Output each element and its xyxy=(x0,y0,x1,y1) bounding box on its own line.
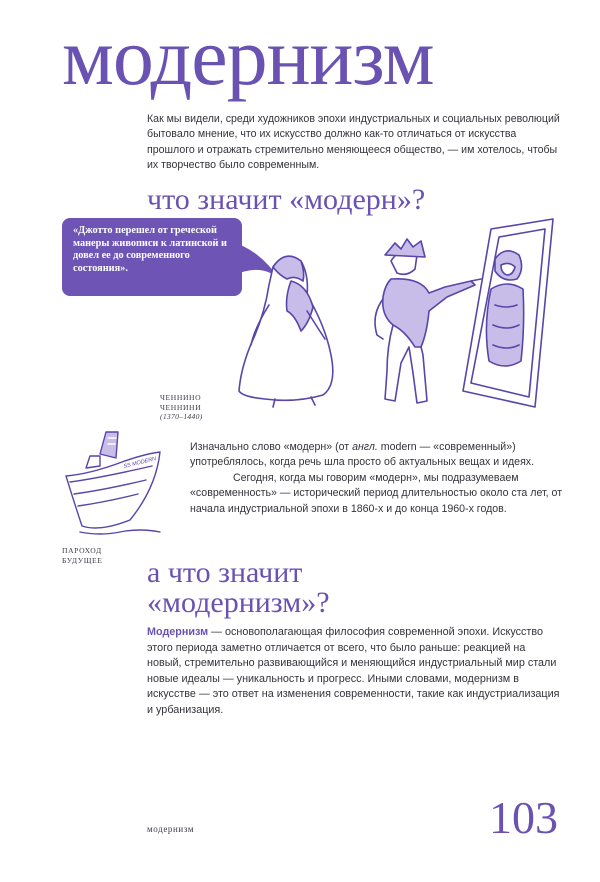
modernism-term: Модернизм xyxy=(147,626,209,638)
cennino-name: ЧЕННИНО ЧЕННИНИ xyxy=(160,393,202,412)
heading-line-2: «модернизм»? xyxy=(147,586,330,619)
ship-illustration xyxy=(60,428,170,540)
footer-running-title: модернизм xyxy=(147,824,195,834)
intro-paragraph: Как мы видели, среди художников эпохи индустриальных и социальных революций бытовало мнение, что их искусство должно как-то отличаться от искусства прошлого и отражать стремительно меняющееся общество, — им хотелось, чтобы их творчество было современным. xyxy=(147,113,560,172)
quote-text: «Джотто перешел от греческой манеры живописи к латинской и довел ее до современного состояния». xyxy=(62,218,242,296)
para1-text-a: Изначально слово «модерн» (от xyxy=(190,441,353,453)
page-title: модернизм xyxy=(62,11,434,102)
page-number: 103 xyxy=(489,792,558,843)
cennino-caption xyxy=(160,393,216,422)
para1-second: Сегодня, когда мы говорим «модерн», мы подразумеваем «современность» — исторический период длительностью около ста лет, от начала индустриальной эпохи в 1860-х и до конца 1960-х годов. xyxy=(190,471,563,515)
cennino-dates: (1370–1440) xyxy=(160,412,203,421)
section-heading-modern: что значит «модерн»? xyxy=(147,183,426,216)
modernism-body: — основополагающая философия современной эпохи. Искусство этого периода заметно отличается от всего, что было раньше: реакцией на новый, стремительно развивающийся и меняющийся индустриальный мир стали новые идеалы — уникальность и прогресс. Иными словами, модернизм в искусстве — это ответ на изменения современности, такие как индустриализация и урбанизация. xyxy=(147,626,560,716)
ship-caption xyxy=(62,546,112,565)
ship-caption-text: ПАРОХОД БУДУЩЕЕ xyxy=(62,546,103,565)
ship-name: SS MODERN xyxy=(123,456,157,470)
section-heading-modernism xyxy=(147,558,330,618)
para1-abbr: англ. xyxy=(352,441,378,453)
modernism-paragraph xyxy=(147,625,562,719)
painter-and-cennino-illustration xyxy=(225,215,565,415)
para1-text-b: modern — «современный») употреблялось, когда речь шла просто об актуальных вещах и идеях. xyxy=(190,441,535,469)
modern-meaning-paragraph xyxy=(190,440,565,517)
heading-line-1: а что значит xyxy=(147,556,303,589)
